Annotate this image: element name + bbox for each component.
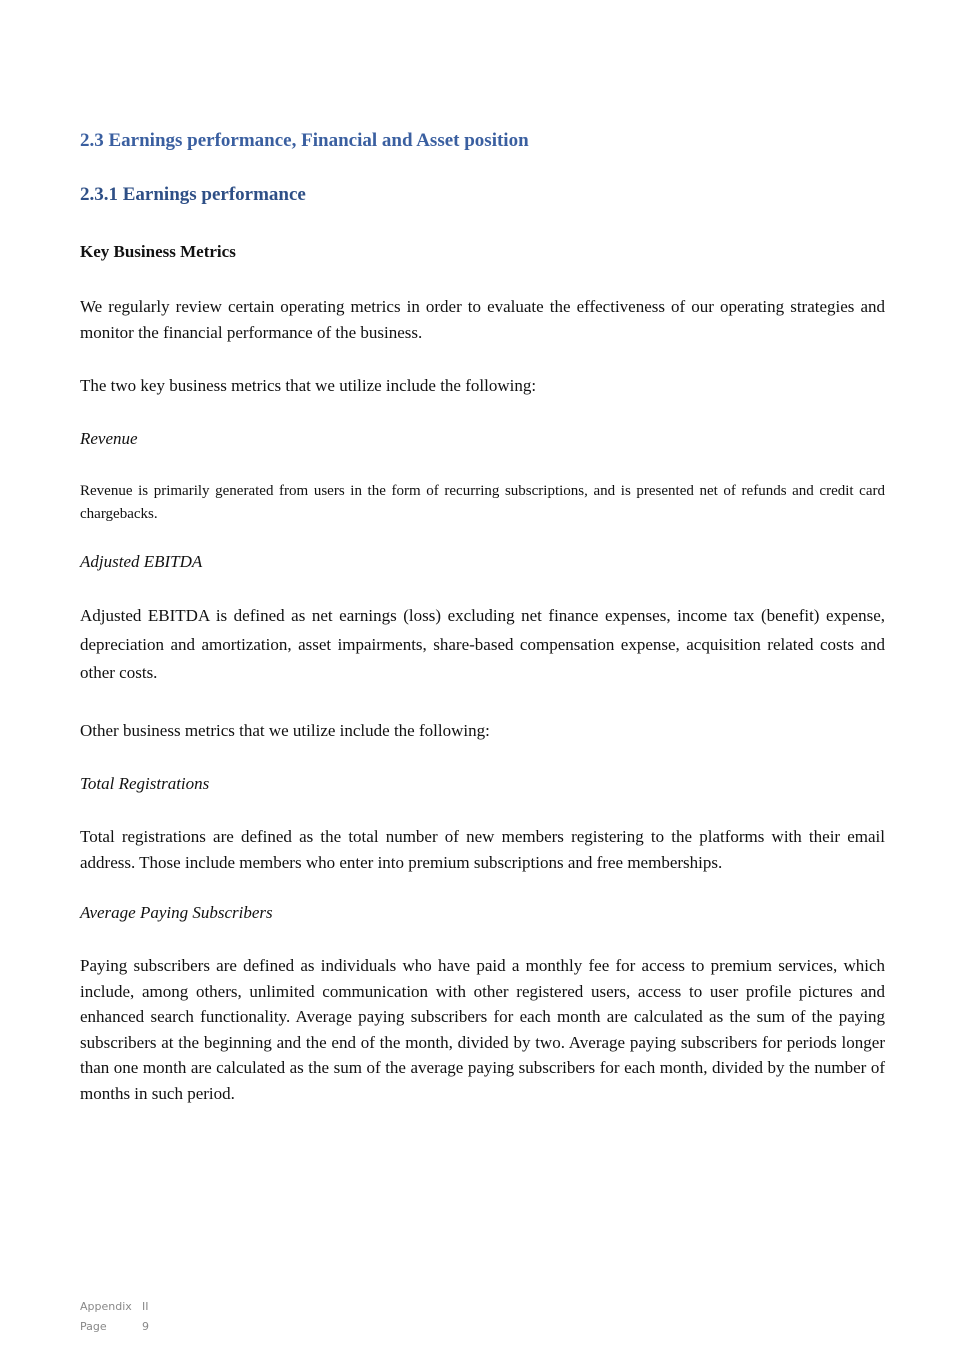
subscribers-text: Paying subscribers are defined as individuals who have paid a monthly fee for access to premium services, which include, among others, unlimited communication with other registered users, access to user profile pictures and enhanced search functionality. Average paying subscribers for each month are calculated as the sum of the paying subscribers at the beginning and the end of the month, divided by two. Average paying subscribers for periods longer than one month are calculated as the sum of the average paying subscribers for each month, divided by the number of months in such period. [80,956,885,1103]
other-metrics-intro: Other business metrics that we utilize include the following: [80,721,490,740]
section-heading: 2.3 Earnings performance, Financial and Asset position [80,130,529,151]
key-metrics-title: Key Business Metrics [80,242,236,261]
page-label: Page [80,1320,107,1333]
footer-appendix [80,1300,149,1313]
subscribers-title: Average Paying Subscribers [80,903,273,922]
intro-paragraph: We regularly review certain operating metrics in order to evaluate the effectiveness of our operating strategies and monitor the financial performance of the business. [80,297,885,342]
appendix-value: II [142,1300,149,1313]
ebitda-text: Adjusted EBITDA is defined as net earnings (loss) excluding net finance expenses, income tax (benefit) expense, depreciation and amortization, asset impairments, share-based compensation expense, acquisition related costs and other costs. [80,606,885,682]
registrations-text: Total registrations are defined as the total number of new members registering to the platforms with their email address. Those include members who enter into premium subscriptions and free memberships. [80,827,885,872]
page-number: 9 [142,1320,149,1333]
revenue-title: Revenue [80,429,138,448]
registrations-title: Total Registrations [80,774,210,793]
ebitda-title: Adjusted EBITDA [80,552,203,571]
revenue-text: Revenue is primarily generated from users in the form of recurring subscriptions, and is presented net of refunds and credit card chargebacks. [80,483,885,522]
key-metrics-intro: The two key business metrics that we utilize include the following: [80,376,537,395]
appendix-label: Appendix [80,1300,132,1313]
footer-page [80,1320,149,1333]
subsection-heading: 2.3.1 Earnings performance [80,184,306,205]
